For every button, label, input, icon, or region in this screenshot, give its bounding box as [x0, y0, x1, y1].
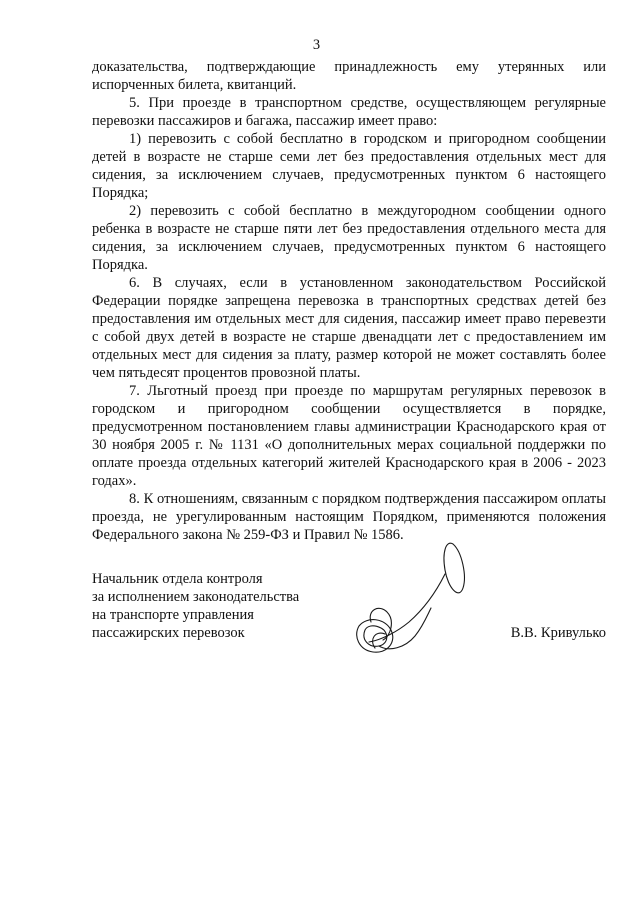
document-body	[92, 58, 606, 544]
paragraph-item-5-1: 1) перевозить с собой бесплатно в городском и пригородном сообщении детей в возрасте не старше семи лет без предоставления отдельных мест для сидения, за исключением случаев, предусмотренных пунктом 6 настоящего Порядка;	[92, 131, 606, 201]
paragraph-item-5-2: 2) перевозить с собой бесплатно в междугородном сообщении одного ребенка в возрасте не старше пяти лет без предоставления отдельного места для сидения, за исключением случаев, предусмотренных пунктом 6 настоящего Порядка.	[92, 203, 606, 273]
paragraph-item-6: 6. В случаях, если в установленном законодательством Российской Федерации порядке запрещена перевозка в транспортных средствах детей без предоставления им отдельных мест для сидения, пассажир имеет право перевезти с собой двух детей в возрасте не старше двенадцати лет с предоставлением им отдельных мест для сидения за плату, размер которой не может составлять более чем пятьдесят процентов провозной платы.	[92, 275, 606, 381]
signer-position-line: за исполнением законодательства	[92, 589, 300, 605]
signer-position-line: Начальник отдела контроля	[92, 571, 263, 587]
signature-block	[92, 570, 606, 660]
signer-position-line: пассажирских перевозок	[92, 625, 245, 641]
signer-name: В.В. Кривулько	[510, 625, 606, 641]
signer-position-line: на транспорте управления	[92, 607, 254, 623]
signer-position	[92, 570, 299, 642]
paragraph-continuation: доказательства, подтверждающие принадлежность ему утерянных или испорченных билета, квитанций.	[92, 59, 606, 93]
paragraph-item-8: 8. К отношениям, связанным с порядком подтверждения пассажиром оплаты проезда, не урегулированным настоящим Порядком, применяются положения Федерального закона № 259-ФЗ и Правил № 1586.	[92, 491, 606, 543]
paragraph-item-5: 5. При проезде в транспортном средстве, осуществляющем регулярные перевозки пассажиров и багажа, пассажир имеет право:	[92, 95, 606, 129]
page-number: 3	[312, 37, 321, 53]
paragraph-item-7: 7. Льготный проезд при проезде по маршрутам регулярных перевозок в городском и пригородном сообщении осуществляется в порядке, предусмотренном постановлением главы администрации Краснодарского края от 30 ноября 2005 г. № 1131 «О дополнительных мерах социальной поддержки по оплате проезда отдельных категорий жителей Краснодарского края в 2006 - 2023 годах».	[92, 383, 606, 489]
